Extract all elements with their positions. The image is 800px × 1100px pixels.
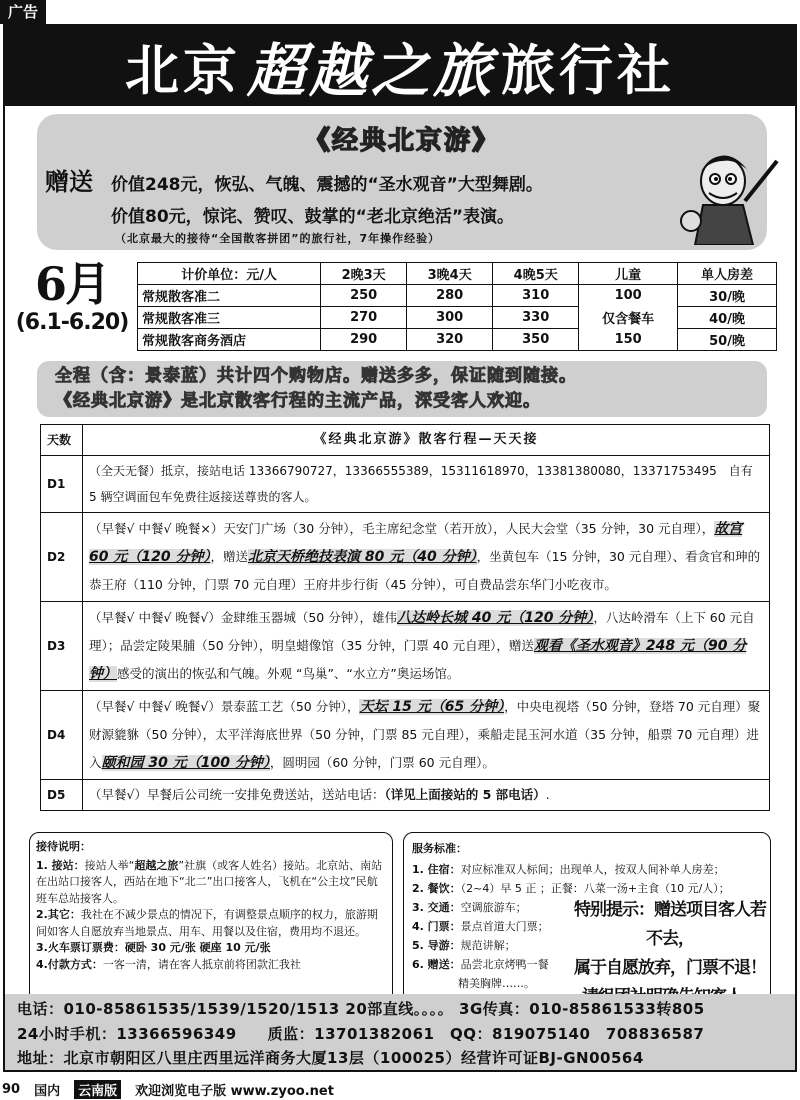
- detail-text: 感受的演出的恢弘和气魄。外观 “鸟巢”、“水立方”奥运场馆。: [117, 666, 460, 681]
- detail-text: ，中央电视塔（50 分钟，登塔 70 元自理）聚财源貔貅（50 分钟），太平洋海底世界（50 分钟，门票 85 元自理），乘船走昆玉河水道（35 分钟，船票 70 元自理）进入: [89, 699, 761, 770]
- ad-frame: [3, 24, 797, 1072]
- child-note: 仅含餐车: [579, 307, 678, 329]
- highlight: 故宫 60 元（120 分钟）: [89, 521, 743, 565]
- item-text: 接站人举“: [84, 858, 135, 872]
- gift-heading: 《经典北京游》: [303, 126, 500, 156]
- item-text: 规范讲解；: [460, 939, 516, 952]
- price-cell: 50/晚: [678, 329, 777, 351]
- price-cell: 常规散客准二: [138, 285, 321, 307]
- pickup-title: 接待说明：: [36, 840, 91, 853]
- item-label: 1. 接站：: [36, 858, 85, 872]
- shopping-banner: [37, 361, 767, 417]
- day-detail: [83, 780, 770, 811]
- price-table: [137, 262, 777, 351]
- gift-note: （北京最大的接待“全国散客拼团”的旅行社，7年操作经验）: [115, 232, 441, 245]
- day-label: D4: [41, 691, 83, 780]
- pickup-item-1: [36, 858, 386, 908]
- title-right: 旅行社: [501, 37, 675, 102]
- price-cell: 250: [321, 285, 407, 307]
- pickup-item-2: [36, 907, 386, 940]
- item-text: 空调旅游车；: [460, 901, 527, 914]
- item-text: ”社旗（或客人姓名）接站。北京站、南站在出站口接客人，西站在地下“北二”出口接客人，飞机在“公主坟”民航班车总站接客人。: [36, 858, 383, 905]
- contact-bar: [5, 994, 795, 1070]
- item-label: 2.其它：: [36, 908, 81, 921]
- price-cell: 300: [407, 307, 493, 329]
- item-text: 对应标准双人标间；出现单人，按双人间补单人房差；: [460, 863, 725, 876]
- item-label: 4.付款方式：: [36, 957, 103, 971]
- price-cell: 270: [321, 307, 407, 329]
- detail-text: ，圆明园（60 分钟，门票 60 元自理）。: [269, 755, 495, 770]
- price-header: 单人房差: [678, 263, 777, 285]
- item-text: （2~4）早 5 正 ；正餐：八菜一汤+主食（10 元/人）；: [460, 882, 730, 895]
- detail-text: ，坐黄包车（15 分钟，30 元自理）、看贪官和珅的恭王府（110 分钟，门票 70 元自理）王府井步行街（45 分钟），可自费品尝东华门小吃夜市。: [89, 549, 761, 592]
- shop-line-2: 《经典北京游》是北京散客行程的主流产品，深受客人欢迎。: [55, 391, 541, 411]
- item-label: 5. 导游：: [412, 939, 461, 952]
- item-text: 精美胸牌……。: [458, 977, 535, 990]
- item-label: 1. 住宿：: [412, 863, 461, 876]
- day-header: 天数: [41, 425, 83, 456]
- price-header: 4晚5天: [493, 263, 579, 285]
- detail-text: （早餐√ 中餐√ 晚餐√）景泰蓝工艺（50 分钟），: [89, 699, 360, 714]
- agency-title: [5, 26, 795, 106]
- price-cell: 常规散客准三: [138, 307, 321, 329]
- title-left: 北京: [124, 37, 241, 102]
- day-detail: [83, 691, 770, 780]
- page-number: 90: [2, 1081, 21, 1097]
- detail-bold: （详见上面接站的 5 部电话）: [384, 787, 546, 802]
- section-label: 国内: [34, 1083, 61, 1099]
- gift-line-1: 价值248元，恢弘、气魄、震撼的“圣水观音”大型舞剧。: [111, 175, 543, 195]
- gift-banner: [37, 114, 767, 250]
- price-cell: 40/晚: [678, 307, 777, 329]
- mascot-illustration: [673, 141, 781, 245]
- price-header-row: [138, 263, 777, 285]
- highlight: 颐和园 30 元（100 分钟）: [101, 755, 270, 771]
- price-cell: 320: [407, 329, 493, 351]
- title-middle: 超越之旅: [246, 37, 495, 105]
- price-cell: 350: [493, 329, 579, 351]
- service-title: 服务标准：: [412, 842, 467, 855]
- child-price-1: 100: [579, 285, 678, 307]
- itinerary-row: [41, 513, 770, 602]
- brand-text: 超越之旅: [134, 858, 179, 872]
- contact-address: 地址：北京市朝阳区八里庄西里远洋商务大厦13层（100025）经营许可证BJ-GN00564: [17, 1049, 644, 1067]
- itinerary-row: [41, 456, 770, 513]
- highlight: 八达岭长城 40 元（120 分钟）: [396, 610, 594, 626]
- ad-tag: 广告: [0, 0, 46, 24]
- day-label: D1: [41, 456, 83, 513]
- price-header: 儿童: [579, 263, 678, 285]
- child-price-2: 150: [579, 329, 678, 351]
- itinerary-table: [40, 424, 770, 811]
- itinerary-row: [41, 691, 770, 780]
- pickup-item-3: 3.火车票订票费：硬卧 30 元/张 硬座 10 元/张: [36, 941, 271, 954]
- price-cell: 310: [493, 285, 579, 307]
- item-label: 6. 赠送：: [412, 958, 461, 971]
- page-footer: [0, 1078, 800, 1100]
- itinerary-header: [41, 425, 770, 456]
- itinerary-row: [41, 602, 770, 691]
- price-cell: 30/晚: [678, 285, 777, 307]
- price-header: 3晚4天: [407, 263, 493, 285]
- detail-text: ，赠送: [210, 549, 248, 564]
- detail-text: （早餐√）早餐后公司统一安排免费送站，送站电话：: [89, 787, 385, 802]
- day-label: D3: [41, 602, 83, 691]
- day-detail: [83, 456, 770, 513]
- day-label: D5: [41, 780, 83, 811]
- price-row: [138, 307, 777, 329]
- footer-website: 欢迎浏览电子版 www.zyoo.net: [135, 1083, 334, 1099]
- price-header: 2晚3天: [321, 263, 407, 285]
- price-cell: 290: [321, 329, 407, 351]
- detail-text: ，八达岭滑车（上下 60 元自理）；品尝定陵果脯（50 分钟），明皇蜡像馆（35 分钟，门票 40 元自理），赠送: [89, 610, 755, 653]
- contact-phone: 电话：010-85861535/1539/1520/1513 20部直线。。。。 3G传真：010-85861533转805: [17, 1000, 705, 1018]
- highlight: 北京天桥绝技表演 80 元（40 分钟）: [247, 549, 477, 565]
- item-label: 2. 餐饮：: [412, 882, 461, 895]
- month-badge: [13, 258, 131, 346]
- tip-line-1: 特别提示：赠送项目客人若不去，: [574, 900, 766, 949]
- item-text: 我社在不减少景点的情况下，有调整景点顺序的权力，旅游期间如客人自愿放弃当地景点、用车、用餐以及住宿，费用均不退还。: [36, 908, 378, 938]
- price-row: [138, 329, 777, 351]
- edition-badge: 云南版: [74, 1080, 121, 1099]
- price-cell: 330: [493, 307, 579, 329]
- month-label: 6月: [34, 257, 109, 311]
- detail-text: （早餐√ 中餐√ 晚餐√）金肆维玉器城（50 分钟），雄伟: [89, 610, 397, 625]
- detail-text: （全天无餐）抵京，接站电话 13366790727，13366555389，15311618970，13381380080，13371753495 自有 5 辆空调面包车免费往返接送尊贵的客人。: [89, 464, 753, 504]
- pickup-item-4: [36, 957, 386, 974]
- highlight: 观看《圣水观音》248 元（90 分钟）: [89, 638, 747, 682]
- day-detail: [83, 513, 770, 602]
- itinerary-title: 《经典北京游》散客行程—天天接: [83, 425, 770, 456]
- contact-mobile: 24小时手机：13366596349 质监：13701382061 QQ：819075140 708836587: [17, 1025, 705, 1043]
- tip-line-2: 属于自愿放弃，门票不退！: [574, 958, 766, 978]
- item-label: 4. 门票：: [412, 920, 461, 933]
- detail-text: （早餐√ 中餐√ 晚餐×）天安门广场（30 分钟），毛主席纪念堂（若开放），人民大会堂（35 分钟，30 元自理），: [89, 521, 715, 536]
- price-row: [138, 285, 777, 307]
- item-text: 品尝北京烤鸭一餐: [460, 958, 549, 971]
- pickup-info-box: [29, 832, 393, 1012]
- service-item: [412, 860, 762, 879]
- shop-line-1: 全程（含：景泰蓝）共计四个购物店。赠送多多，保证随到随接。: [55, 366, 577, 386]
- day-label: D2: [41, 513, 83, 602]
- price-cell: 280: [407, 285, 493, 307]
- price-header: 计价单位：元/人: [138, 263, 321, 285]
- item-label: 3. 交通：: [412, 901, 461, 914]
- itinerary-row: [41, 780, 770, 811]
- item-text: 一客一清，请在客人抵京前将团款汇我社: [102, 957, 301, 971]
- day-detail: [83, 602, 770, 691]
- price-cell: 常规散客商务酒店: [138, 329, 321, 351]
- highlight: 天坛 15 元（65 分钟）: [359, 699, 505, 715]
- gift-line-2: 价值80元，惊诧、赞叹、鼓掌的“老北京绝活”表演。: [111, 207, 515, 227]
- month-range: (6.1-6.20): [15, 310, 129, 335]
- detail-text: .: [545, 787, 550, 802]
- item-text: 景点首道大门票；: [460, 920, 549, 933]
- gift-word: 赠送: [45, 168, 93, 196]
